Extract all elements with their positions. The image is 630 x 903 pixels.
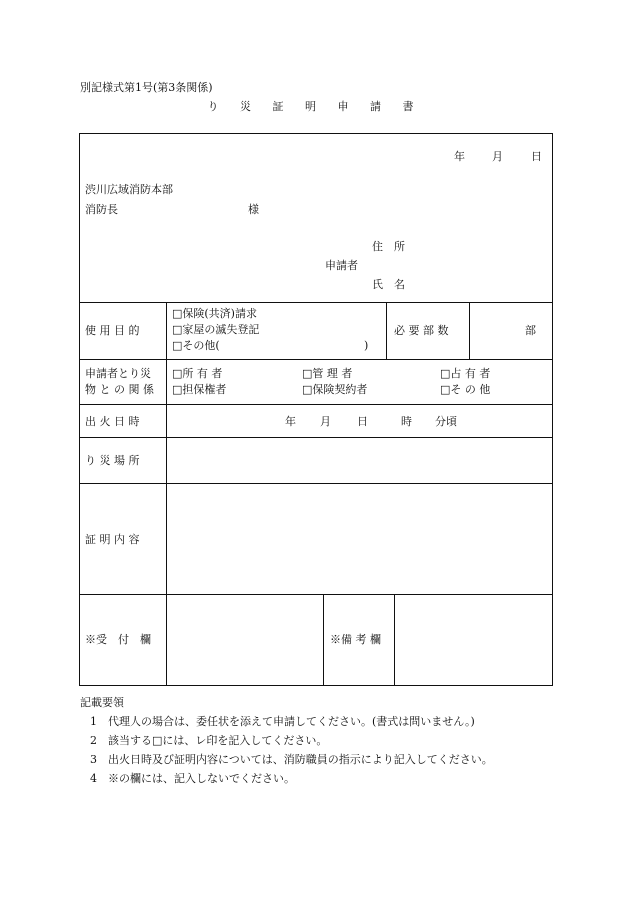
recipient-organization: 渋川広域消防本部 [85,183,173,196]
purpose-other-close-paren: ) [364,339,369,352]
date-year-label: 年 [454,150,465,163]
relation-option-other[interactable]: □そ の 他 [440,383,491,396]
certification-content-field[interactable] [172,490,542,590]
divider-content-top [80,483,552,484]
applicant-label: 申請者 [325,259,358,272]
relation-option-owner[interactable]: □所 有 者 [172,367,223,380]
label-column-divider [166,302,167,685]
relation-option-manager[interactable]: □管 理 者 [302,367,353,380]
date-day-label: 日 [531,150,542,163]
relation-label-line1: 申請者とり災 [85,367,151,380]
relation-label-line2: 物 と の 関 係 [85,383,154,396]
purpose-option-registration[interactable]: □家屋の滅失登記 [172,323,260,336]
form-number-label: 別記様式第1号(第3条関係) [80,81,213,94]
fire-minute-label: 分頃 [435,415,457,428]
note-item-3: 3 出火日時及び証明内容については、消防職員の指示により記入してください。 [90,753,493,766]
recipient-title: 消防長 [85,203,118,216]
relation-option-mortgagee[interactable]: □担保権者 [172,383,227,396]
purpose-label: 使 用 目 的 [85,324,140,337]
divider-reception-top [80,594,552,595]
copies-label-divider-left [386,302,387,359]
notes-heading: 記載要領 [80,696,124,709]
fire-location-field[interactable] [172,444,542,478]
fire-month-label: 月 [320,415,331,428]
copies-label: 必 要 部 数 [394,324,449,337]
reception-label: ※受 付 欄 [85,633,151,646]
fire-datetime-label: 出 火 日 時 [85,415,140,428]
address-label: 住 所 [372,240,405,253]
application-date [454,151,465,162]
fire-day-label: 日 [357,415,368,428]
recipient-honorific: 様 [248,203,259,216]
relation-option-occupant[interactable]: □占 有 者 [440,367,491,380]
application-form [79,133,553,686]
document-title: り 災 証 明 申 請 書 [207,100,423,113]
fire-hour-label: 時 [401,415,412,428]
remarks-label: ※備 考 欄 [330,633,381,646]
fire-location-label: り 災 場 所 [85,454,140,467]
name-label: 氏 名 [372,278,405,291]
copies-label-divider-right [469,302,470,359]
note-item-2: 2 該当する□には、レ印を記入してください。 [90,734,328,747]
relation-option-policyholder[interactable]: □保険契約者 [302,383,368,396]
purpose-option-other[interactable]: □その他( [172,339,220,352]
divider-purpose-top [80,302,552,303]
certification-content-label: 証 明 内 容 [85,533,140,546]
date-month-label: 月 [492,150,503,163]
reception-divider-left [323,594,324,685]
note-item-4: 4 ※の欄には、記入しないでください。 [90,772,295,785]
copies-unit: 部 [525,324,536,337]
purpose-option-insurance[interactable]: □保険(共済)請求 [172,307,257,320]
divider-datetime-top [80,404,552,405]
fire-year-label: 年 [285,415,296,428]
reception-divider-right [394,594,395,685]
divider-relation-top [80,359,552,360]
note-item-1: 1 代理人の場合は、委任状を添えて申請してください。(書式は問いません。) [90,715,475,728]
divider-location-top [80,437,552,438]
